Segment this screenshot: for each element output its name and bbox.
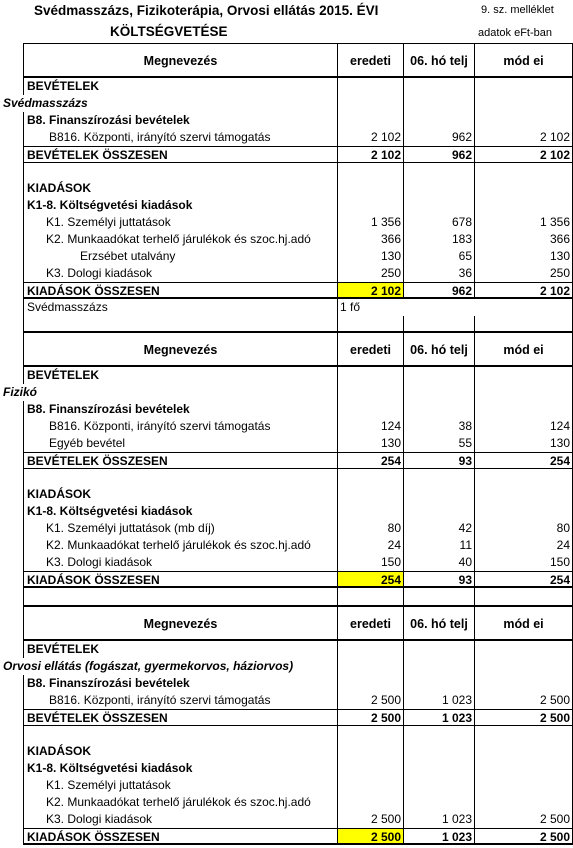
income-heading-row-label: BEVÉTELEK: [23, 367, 338, 384]
income-heading-row: [0, 367, 573, 384]
expense-heading-row-label: KIADÁSOK: [23, 180, 338, 197]
expense-item-row-modified: 130: [475, 248, 573, 265]
income-heading-row-label: BEVÉTELEK: [23, 641, 338, 658]
income-total-row-original: 2 102: [338, 146, 404, 163]
expense-heading-row: [0, 180, 573, 197]
expense-heading-row-h06: [404, 486, 475, 503]
unit-note: adatok eFt-ban: [478, 27, 552, 39]
expense-item-row-label: K1. Személyi juttatások (mb díj): [23, 520, 338, 537]
income-total-row: [0, 709, 573, 726]
expense-total-row-h06: 1 023: [404, 828, 475, 845]
income-group-row: [0, 675, 573, 692]
expense-item-row: [0, 554, 573, 571]
expense-total-row-modified: 2 500: [475, 828, 573, 845]
income-item-row-original: 2 102: [338, 129, 404, 146]
income-item-row: [0, 418, 573, 435]
expense-item-row: [0, 794, 573, 811]
staff-note-value: 1 fő: [340, 300, 361, 314]
income-item-row-modified: 124: [475, 418, 573, 435]
income-group-row-original: [338, 112, 404, 129]
expense-heading-row-modified: [475, 180, 573, 197]
section-name: Fizikó: [0, 384, 338, 401]
section-name-original: [338, 658, 404, 675]
title-row: [0, 0, 573, 21]
expense-item-row-original: 366: [338, 231, 404, 248]
expense-item-row-original: [338, 794, 404, 811]
income-heading-row: [0, 641, 573, 658]
spacer-row-modified: [475, 726, 573, 743]
income-group-row-original: [338, 401, 404, 418]
income-heading-row-modified: [475, 78, 573, 95]
spacer-row-original: [338, 316, 404, 332]
expense-heading-row-modified: [475, 743, 573, 760]
expense-total-row-label: KIADÁSOK ÖSSZESEN: [23, 828, 338, 845]
income-group-row-modified: [475, 401, 573, 418]
spacer-row-modified: [475, 588, 573, 606]
expense-item-row-label: K2. Munkaadókat terhelő járulékok és szoc.hj.adó: [23, 794, 338, 811]
income-total-row: [0, 452, 573, 469]
column-header-row: [0, 606, 573, 641]
expense-item-row-h06: 678: [404, 214, 475, 231]
spacer-row-h06: [404, 316, 475, 332]
expense-group-row-label: K1-8. Költségvetési kiadások: [23, 760, 338, 777]
annex-label: 9. sz. melléklet: [481, 4, 554, 16]
income-item-row-label: B816. Központi, irányító szervi támogatás: [23, 418, 338, 435]
section-name: Orvosi ellátás (fogászat, gyermekorvos, háziorvos): [0, 658, 338, 675]
spacer-row-label: [23, 163, 338, 180]
expense-item-row-modified: 250: [475, 265, 573, 282]
income-item-row-modified: 130: [475, 435, 573, 452]
expense-item-row-label: Erzsébet utalvány: [23, 248, 338, 265]
expense-heading-row: [0, 486, 573, 503]
staff-note-row: [0, 299, 573, 316]
subtitle-row: [0, 21, 573, 43]
expense-item-row-original: 250: [338, 265, 404, 282]
spacer-row-original: [338, 469, 404, 486]
section-name-modified: [475, 384, 573, 401]
income-item-row-original: 130: [338, 435, 404, 452]
income-total-row-label: BEVÉTELEK ÖSSZESEN: [23, 146, 338, 163]
expense-group-row: [0, 197, 573, 214]
income-total-row-h06: 962: [404, 146, 475, 163]
expense-total-row: [0, 282, 573, 299]
column-header-modified: mód ei: [475, 332, 573, 367]
expense-item-row-original: [338, 777, 404, 794]
income-group-row-h06: [404, 112, 475, 129]
section-name-modified: [475, 658, 573, 675]
income-item-row-original: 2 500: [338, 692, 404, 709]
expense-group-row: [0, 503, 573, 520]
expense-total-row-modified: 254: [475, 571, 573, 588]
expense-item-row-original: 24: [338, 537, 404, 554]
expense-item-row-label: K3. Dologi kiadások: [23, 554, 338, 571]
spacer-row-original: [338, 588, 404, 606]
income-item-row: [0, 692, 573, 709]
document-subtitle: KÖLTSÉGVETÉSE: [110, 24, 228, 39]
column-header-h06: 06. hó telj: [404, 332, 475, 367]
income-item-row-label: B816. Központi, irányító szervi támogatás: [23, 692, 338, 709]
income-total-row-original: 254: [338, 452, 404, 469]
expense-total-row-original: 2 102: [338, 282, 404, 299]
section-name-modified: [475, 95, 573, 112]
section-name-original: [338, 95, 404, 112]
spacer-row-label: [23, 316, 338, 332]
staff-note-empty: [475, 299, 573, 316]
section-name-original: [338, 384, 404, 401]
expense-item-row-label: K1. Személyi juttatások: [23, 214, 338, 231]
expense-heading-row-modified: [475, 486, 573, 503]
expense-item-row: [0, 214, 573, 231]
income-total-row-modified: 2 500: [475, 709, 573, 726]
income-group-row-original: [338, 675, 404, 692]
section-name: Svédmasszázs: [0, 95, 338, 112]
expense-group-row-modified: [475, 760, 573, 777]
column-header-original: eredeti: [338, 606, 404, 641]
expense-heading-row-original: [338, 486, 404, 503]
expense-item-row: [0, 777, 573, 794]
expense-item-row-original: 130: [338, 248, 404, 265]
income-item-row: [0, 435, 573, 452]
income-total-row-h06: 1 023: [404, 709, 475, 726]
income-item-row-h06: 962: [404, 129, 475, 146]
expense-item-row-h06: 36: [404, 265, 475, 282]
income-item-row-h06: 55: [404, 435, 475, 452]
spacer-row-label: [23, 469, 338, 486]
section-name-row: [0, 658, 573, 675]
expense-group-row-modified: [475, 503, 573, 520]
income-group-row-label: B8. Finanszírozási bevételek: [23, 401, 338, 418]
income-total-row: [0, 146, 573, 163]
income-item-row-h06: 38: [404, 418, 475, 435]
expense-item-row-h06: [404, 794, 475, 811]
expense-group-row-modified: [475, 197, 573, 214]
expense-total-row-h06: 962: [404, 282, 475, 299]
column-header-h06: 06. hó telj: [404, 606, 475, 641]
spacer-row-modified: [475, 469, 573, 486]
spacer-row: [0, 588, 573, 606]
expense-item-row: [0, 811, 573, 828]
expense-item-row-label: K2. Munkaadókat terhelő járulékok és szoc.hj.adó: [23, 231, 338, 248]
expense-item-row-original: 2 500: [338, 811, 404, 828]
expense-item-row-original: 1 356: [338, 214, 404, 231]
spacer-row-modified: [475, 163, 573, 180]
expense-item-row: [0, 231, 573, 248]
expense-total-row: [0, 828, 573, 845]
expense-total-row-label: KIADÁSOK ÖSSZESEN: [23, 571, 338, 588]
income-group-row-label: B8. Finanszírozási bevételek: [23, 675, 338, 692]
income-group-row-modified: [475, 675, 573, 692]
spacer-row-h06: [404, 469, 475, 486]
income-group-row-h06: [404, 675, 475, 692]
column-header-original: eredeti: [338, 332, 404, 367]
expense-item-row-modified: 2 500: [475, 811, 573, 828]
income-heading-row-h06: [404, 78, 475, 95]
expense-item-row-h06: 42: [404, 520, 475, 537]
spacer-row-original: [338, 163, 404, 180]
income-group-row: [0, 112, 573, 129]
expense-item-row-h06: 65: [404, 248, 475, 265]
expense-total-row-original: 2 500: [338, 828, 404, 845]
expense-item-row-h06: 1 023: [404, 811, 475, 828]
expense-heading-row-original: [338, 743, 404, 760]
expense-item-row-modified: 366: [475, 231, 573, 248]
column-header-name: Megnevezés: [23, 332, 338, 367]
expense-group-row-original: [338, 197, 404, 214]
expense-item-row: [0, 537, 573, 554]
expense-item-row-label: K3. Dologi kiadások: [23, 811, 338, 828]
expense-item-row-modified: 150: [475, 554, 573, 571]
expense-item-row-original: 150: [338, 554, 404, 571]
spacer-row: [0, 316, 573, 332]
income-heading-row: [0, 78, 573, 95]
expense-item-row-modified: [475, 777, 573, 794]
spacer-row-h06: [404, 588, 475, 606]
spacer-row: [0, 469, 573, 486]
expense-item-row-h06: 11: [404, 537, 475, 554]
expense-total-row: [0, 571, 573, 588]
expense-item-row: [0, 248, 573, 265]
column-header-name: Megnevezés: [23, 606, 338, 641]
income-heading-row-modified: [475, 641, 573, 658]
expense-item-row-modified: 80: [475, 520, 573, 537]
income-total-row-modified: 254: [475, 452, 573, 469]
expense-item-row-modified: [475, 794, 573, 811]
expense-heading-row-label: KIADÁSOK: [23, 743, 338, 760]
expense-heading-row-original: [338, 180, 404, 197]
expense-total-row-h06: 93: [404, 571, 475, 588]
expense-item-row-label: K2. Munkaadókat terhelő járulékok és szoc.hj.adó: [23, 537, 338, 554]
spacer-row-label: [23, 726, 338, 743]
expense-item-row: [0, 520, 573, 537]
expense-group-row: [0, 760, 573, 777]
expense-group-row-original: [338, 503, 404, 520]
income-heading-row-original: [338, 78, 404, 95]
income-item-row-h06: 1 023: [404, 692, 475, 709]
expense-group-row-h06: [404, 503, 475, 520]
column-header-original: eredeti: [338, 43, 404, 78]
income-total-row-h06: 93: [404, 452, 475, 469]
expense-item-row: [0, 265, 573, 282]
income-total-row-label: BEVÉTELEK ÖSSZESEN: [23, 709, 338, 726]
spacer-row: [0, 726, 573, 743]
income-heading-row-h06: [404, 367, 475, 384]
expense-item-row-h06: 183: [404, 231, 475, 248]
expense-item-row-original: 80: [338, 520, 404, 537]
expense-heading-row-label: KIADÁSOK: [23, 486, 338, 503]
section-name-row: [0, 384, 573, 401]
column-header-row: [0, 43, 573, 78]
income-item-row-modified: 2 500: [475, 692, 573, 709]
expense-item-row-h06: [404, 777, 475, 794]
expense-item-row-modified: 24: [475, 537, 573, 554]
expense-group-row-original: [338, 760, 404, 777]
spacer-row-h06: [404, 163, 475, 180]
income-group-row-label: B8. Finanszírozási bevételek: [23, 112, 338, 129]
expense-item-row-label: K3. Dologi kiadások: [23, 265, 338, 282]
spacer-row: [0, 163, 573, 180]
expense-item-row-modified: 1 356: [475, 214, 573, 231]
income-group-row-h06: [404, 401, 475, 418]
income-total-row-modified: 2 102: [475, 146, 573, 163]
staff-note-label: Svédmasszázs: [23, 299, 338, 316]
income-total-row-label: BEVÉTELEK ÖSSZESEN: [23, 452, 338, 469]
income-group-row: [0, 401, 573, 418]
income-item-row-label: Egyéb bevétel: [23, 435, 338, 452]
column-header-row: [0, 332, 573, 367]
section-name-h06: [404, 95, 475, 112]
expense-group-row-label: K1-8. Költségvetési kiadások: [23, 197, 338, 214]
document-title: Svédmasszázs, Fizikoterápia, Orvosi ellátás 2015. ÉVI: [34, 3, 379, 18]
income-heading-row-h06: [404, 641, 475, 658]
section-name-h06: [404, 384, 475, 401]
expense-total-row-original: 254: [338, 571, 404, 588]
income-total-row-original: 2 500: [338, 709, 404, 726]
income-heading-row-modified: [475, 367, 573, 384]
column-header-h06: 06. hó telj: [404, 43, 475, 78]
expense-heading-row-h06: [404, 180, 475, 197]
column-header-modified: mód ei: [475, 606, 573, 641]
income-item-row-original: 124: [338, 418, 404, 435]
expense-group-row-label: K1-8. Költségvetési kiadások: [23, 503, 338, 520]
spacer-row-h06: [404, 726, 475, 743]
section-name-row: [0, 95, 573, 112]
column-header-name: Megnevezés: [23, 43, 338, 78]
expense-group-row-h06: [404, 760, 475, 777]
income-heading-row-original: [338, 367, 404, 384]
income-item-row-label: B816. Központi, irányító szervi támogatás: [23, 129, 338, 146]
expense-group-row-h06: [404, 197, 475, 214]
income-item-row-modified: 2 102: [475, 129, 573, 146]
expense-heading-row: [0, 743, 573, 760]
expense-heading-row-h06: [404, 743, 475, 760]
expense-item-row-h06: 40: [404, 554, 475, 571]
spacer-row-modified: [475, 316, 573, 332]
expense-total-row-modified: 2 102: [475, 282, 573, 299]
income-group-row-modified: [475, 112, 573, 129]
section-name-h06: [404, 658, 475, 675]
column-header-modified: mód ei: [475, 43, 573, 78]
expense-item-row-label: K1. Személyi juttatások: [23, 777, 338, 794]
expense-total-row-label: KIADÁSOK ÖSSZESEN: [23, 282, 338, 299]
spacer-row-label: [23, 588, 338, 606]
income-item-row: [0, 129, 573, 146]
income-heading-row-label: BEVÉTELEK: [23, 78, 338, 95]
spacer-row-original: [338, 726, 404, 743]
income-heading-row-original: [338, 641, 404, 658]
